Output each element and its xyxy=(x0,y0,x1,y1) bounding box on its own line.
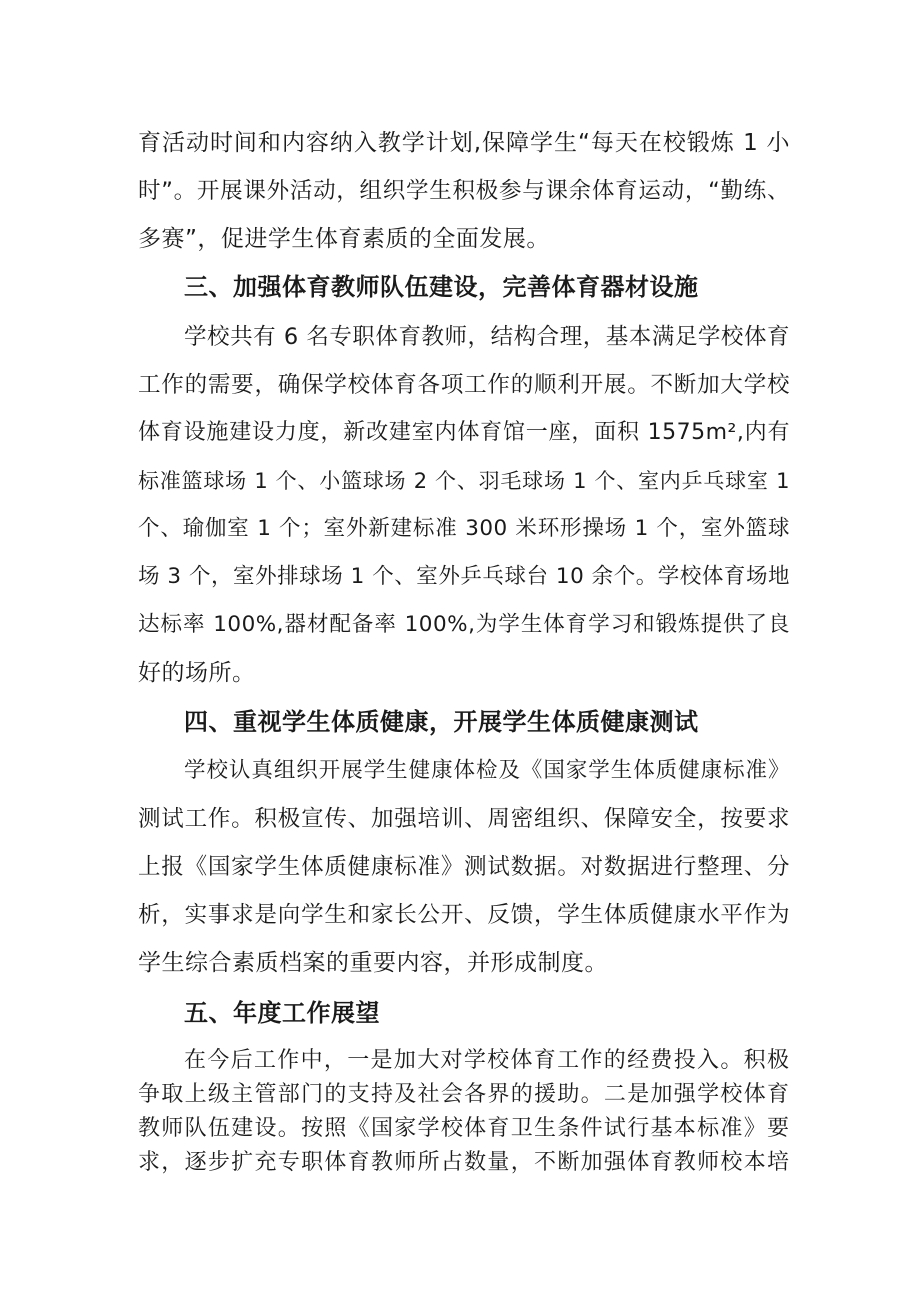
section-3-line-6: 场 3 个，室外排球场 1 个、室外乒乓球台 10 余个。学校体育场地 xyxy=(138,564,790,589)
section-5-line-3: 教师队伍建设。按照《国家学校体育卫生条件试行基本标准》要 xyxy=(138,1116,790,1141)
section-5-heading: 五、年度工作展望 xyxy=(184,999,380,1027)
para-intro-line-3: 多赛”，促进学生体育素质的全面发展。 xyxy=(138,226,550,252)
section-5-line-4: 求，逐步扩充专职体育教师所占数量，不断加强体育教师校本培 xyxy=(138,1150,790,1175)
section-3-line-2: 工作的需要，确保学校体育各项工作的顺利开展。不断加大学校 xyxy=(138,372,790,398)
section-5-line-2: 争取上级主管部门的支持及社会各界的援助。二是加强学校体育 xyxy=(138,1082,790,1107)
section-3-line-3: 体育设施建设力度，新改建室内体育馆一座，面积 1575m²,内有 xyxy=(138,420,790,445)
section-4-line-1: 学校认真组织开展学生健康体检及《国家学生体质健康标准》 xyxy=(184,758,790,783)
section-3-heading: 三、加强体育教师队伍建设，完善体育器材设施 xyxy=(184,273,699,301)
section-4-line-5: 学生综合素质档案的重要内容，并形成制度。 xyxy=(138,950,608,976)
para-intro-line-1: 育活动时间和内容纳入教学计划,保障学生“每天在校锻炼 1 小 xyxy=(138,130,790,156)
section-3-line-7: 达标率 100%,器材配备率 100%,为学生体育学习和锻炼提供了良 xyxy=(138,612,790,637)
section-3-line-1: 学校共有 6 名专职体育教师，结构合理，基本满足学校体育 xyxy=(184,324,790,350)
section-3-line-5: 个、瑜伽室 1 个；室外新建标准 300 米环形操场 1 个，室外篮球 xyxy=(138,516,790,541)
section-4-line-4: 析，实事求是向学生和家长公开、反馈，学生体质健康水平作为 xyxy=(138,902,790,928)
section-3-line-8: 好的场所。 xyxy=(138,660,256,686)
section-3-line-4: 标准篮球场 1 个、小篮球场 2 个、羽毛球场 1 个、室内乒乓球室 1 xyxy=(138,469,790,493)
para-intro-line-2: 时”。开展课外活动，组织学生积极参与课余体育运动，“勤练、 xyxy=(138,178,790,204)
section-5-line-1: 在今后工作中，一是加大对学校体育工作的经费投入。积极 xyxy=(184,1048,790,1073)
section-4-line-2: 测试工作。积极宣传、加强培训、周密组织、保障安全，按要求 xyxy=(138,806,790,832)
section-4-line-3: 上报《国家学生体质健康标准》测试数据。对数据进行整理、分 xyxy=(138,854,790,880)
section-4-heading: 四、重视学生体质健康，开展学生体质健康测试 xyxy=(184,708,699,736)
